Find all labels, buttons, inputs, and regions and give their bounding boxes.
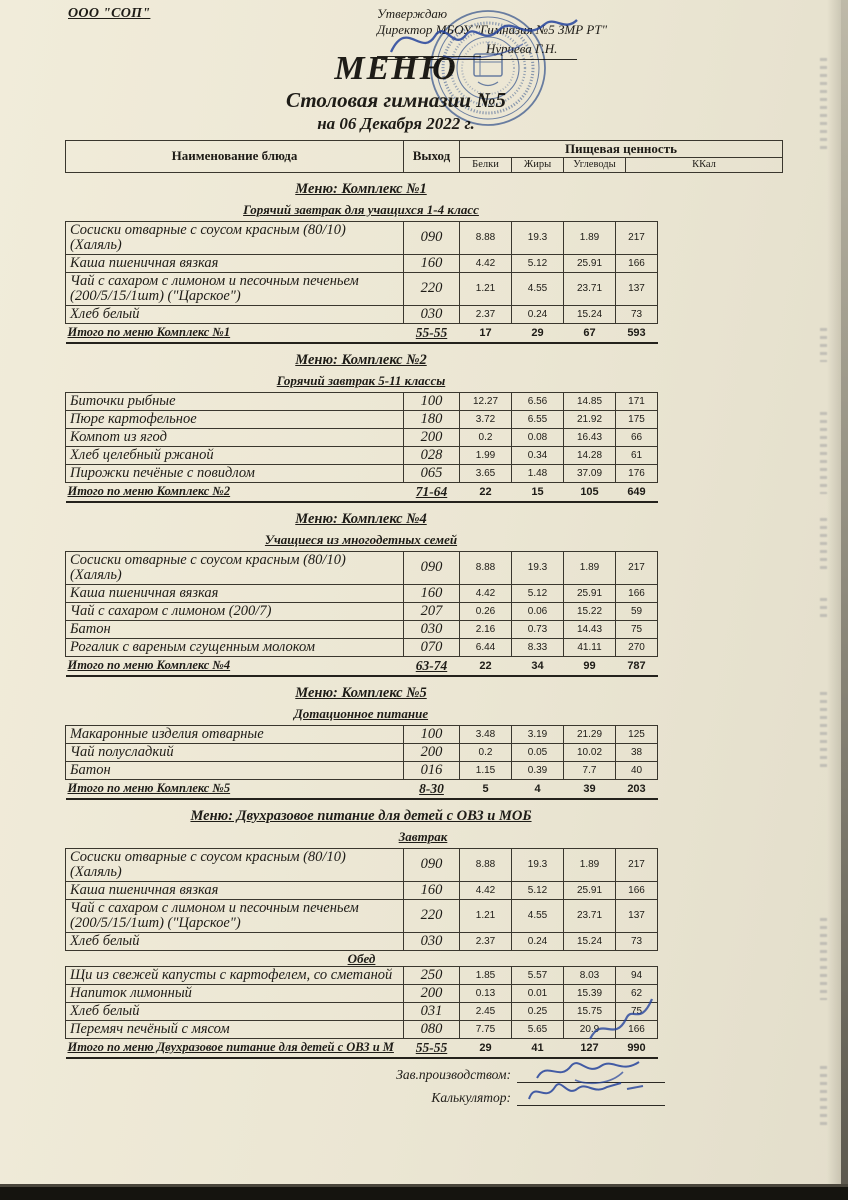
dish-protein: 3.48 xyxy=(460,725,512,743)
total-row xyxy=(66,323,658,343)
dish-name: Хлеб белый xyxy=(66,305,404,323)
dish-row xyxy=(66,899,658,932)
dishes-table xyxy=(65,221,658,344)
dishes-table xyxy=(65,848,658,1059)
dish-name: Биточки рыбные xyxy=(66,392,404,410)
menu-section-ovz xyxy=(65,808,657,1059)
dish-out-weight: 160 xyxy=(404,881,460,899)
director-line: Директор МБОУ "Гимназия №5 ЗМР РТ" xyxy=(377,22,608,38)
dish-kcal: 217 xyxy=(616,221,658,254)
dish-carbs: 21.92 xyxy=(564,410,616,428)
dish-carbs: 25.91 xyxy=(564,584,616,602)
total-out-weight: 71-64 xyxy=(404,482,460,502)
dish-row xyxy=(66,761,658,779)
total-label: Итого по меню Комплекс №5 xyxy=(66,779,404,799)
dish-fat: 4.55 xyxy=(512,899,564,932)
dish-protein: 4.42 xyxy=(460,254,512,272)
col-header-nutrition: Пищевая ценность xyxy=(460,140,783,157)
dish-fat: 1.48 xyxy=(512,464,564,482)
dish-carbs: 14.28 xyxy=(564,446,616,464)
total-protein: 22 xyxy=(460,656,512,676)
dish-row xyxy=(66,410,658,428)
dish-out-weight: 200 xyxy=(404,984,460,1002)
dish-name: Напиток лимонный xyxy=(66,984,404,1002)
dish-name: Хлеб белый xyxy=(66,1002,404,1020)
dish-carbs: 25.91 xyxy=(564,881,616,899)
menu-section-complex-2 xyxy=(65,352,657,503)
document-title: МЕНЮ xyxy=(334,50,458,87)
total-label: Итого по меню Комплекс №1 xyxy=(66,323,404,343)
col-header-out: Выход xyxy=(404,140,460,172)
scan-edge-bottom xyxy=(0,1184,848,1200)
dish-protein: 8.88 xyxy=(460,221,512,254)
dish-kcal: 217 xyxy=(616,551,658,584)
col-header-protein: Белки xyxy=(460,157,512,172)
scan-ghost-marks xyxy=(820,1066,827,1128)
total-kcal: 787 xyxy=(616,656,658,676)
dish-kcal: 73 xyxy=(616,305,658,323)
total-kcal: 649 xyxy=(616,482,658,502)
dish-name: Хлеб белый xyxy=(66,932,404,950)
dish-out-weight: 031 xyxy=(404,1002,460,1020)
dish-row xyxy=(66,966,658,984)
dish-kcal: 270 xyxy=(616,638,658,656)
dish-fat: 5.12 xyxy=(512,584,564,602)
lunch-heading: Обед xyxy=(66,950,658,966)
dish-out-weight: 090 xyxy=(404,551,460,584)
dish-protein: 8.88 xyxy=(460,848,512,881)
dish-out-weight: 070 xyxy=(404,638,460,656)
total-fat: 4 xyxy=(512,779,564,799)
columns-header-table xyxy=(65,140,783,173)
dish-carbs: 14.43 xyxy=(564,620,616,638)
dish-protein: 1.21 xyxy=(460,899,512,932)
dish-fat: 0.05 xyxy=(512,743,564,761)
total-row xyxy=(66,656,658,676)
title-block xyxy=(37,52,755,134)
dish-protein: 1.99 xyxy=(460,446,512,464)
dish-protein: 0.13 xyxy=(460,984,512,1002)
dish-fat: 3.19 xyxy=(512,725,564,743)
dish-kcal: 61 xyxy=(616,446,658,464)
dish-protein: 6.44 xyxy=(460,638,512,656)
dishes-table xyxy=(65,725,658,800)
dish-row xyxy=(66,1020,658,1038)
dish-out-weight: 220 xyxy=(404,899,460,932)
dish-fat: 19.3 xyxy=(512,221,564,254)
dish-carbs: 23.71 xyxy=(564,899,616,932)
dish-carbs: 41.11 xyxy=(564,638,616,656)
dish-out-weight: 200 xyxy=(404,428,460,446)
dish-row xyxy=(66,221,658,254)
dish-row xyxy=(66,743,658,761)
dish-kcal: 75 xyxy=(616,620,658,638)
dish-protein: 1.21 xyxy=(460,272,512,305)
dish-out-weight: 160 xyxy=(404,254,460,272)
dish-carbs: 16.43 xyxy=(564,428,616,446)
dish-carbs: 15.75 xyxy=(564,1002,616,1020)
dish-fat: 0.24 xyxy=(512,305,564,323)
dish-name: Чай полусладкий xyxy=(66,743,404,761)
calculator-label: Калькулятор: xyxy=(431,1089,511,1105)
dish-kcal: 166 xyxy=(616,881,658,899)
dish-row xyxy=(66,392,658,410)
total-out-weight: 8-30 xyxy=(404,779,460,799)
footer-signatures xyxy=(65,1067,665,1106)
section-title: Меню: Двухразовое питание для детей с ОВЗ и МОБ xyxy=(190,807,532,824)
total-fat: 41 xyxy=(512,1038,564,1058)
dish-protein: 3.72 xyxy=(460,410,512,428)
scan-ghost-marks xyxy=(820,58,827,150)
dish-carbs: 8.03 xyxy=(564,966,616,984)
scan-ghost-marks xyxy=(820,692,827,770)
dish-name: Каша пшеничная вязкая xyxy=(66,584,404,602)
manager-label: Зав.производством: xyxy=(396,1066,511,1082)
dish-row xyxy=(66,881,658,899)
section-title: Меню: Комплекс №5 xyxy=(295,684,427,701)
total-carbs: 105 xyxy=(564,482,616,502)
organization-name: ООО "СОП" xyxy=(68,6,151,21)
dish-kcal: 166 xyxy=(616,584,658,602)
total-protein: 29 xyxy=(460,1038,512,1058)
dish-out-weight: 080 xyxy=(404,1020,460,1038)
top-header xyxy=(65,6,783,56)
calculator-signature-icon xyxy=(517,1077,665,1111)
total-label: Итого по меню Двухразовое питание для детей с ОВЗ и М xyxy=(66,1038,404,1058)
dish-carbs: 15.39 xyxy=(564,984,616,1002)
total-kcal: 990 xyxy=(616,1038,658,1058)
dish-protein: 3.65 xyxy=(460,464,512,482)
dish-row xyxy=(66,272,658,305)
dish-name: Сосиски отварные с соусом красным (80/10) (Халяль) xyxy=(66,848,404,881)
dish-protein: 2.37 xyxy=(460,305,512,323)
dish-name: Чай с сахаром с лимоном и песочным печеньем (200/5/15/1шт) ("Царское") xyxy=(66,272,404,305)
dish-protein: 7.75 xyxy=(460,1020,512,1038)
dish-name: Перемяч печёный с мясом xyxy=(66,1020,404,1038)
dish-fat: 6.55 xyxy=(512,410,564,428)
dish-carbs: 7.7 xyxy=(564,761,616,779)
dish-kcal: 166 xyxy=(616,1020,658,1038)
dish-row xyxy=(66,620,658,638)
dish-row xyxy=(66,1002,658,1020)
dish-carbs: 1.89 xyxy=(564,221,616,254)
dish-carbs: 20.9 xyxy=(564,1020,616,1038)
dish-protein: 4.42 xyxy=(460,584,512,602)
dish-fat: 0.08 xyxy=(512,428,564,446)
dish-carbs: 21.29 xyxy=(564,725,616,743)
dish-out-weight: 028 xyxy=(404,446,460,464)
dish-carbs: 15.24 xyxy=(564,932,616,950)
col-header-kcal: ККал xyxy=(626,157,783,172)
calculator-signature-line xyxy=(517,1090,665,1106)
dish-out-weight: 065 xyxy=(404,464,460,482)
dish-row xyxy=(66,254,658,272)
dish-out-weight: 030 xyxy=(404,620,460,638)
total-row xyxy=(66,482,658,502)
dish-protein: 4.42 xyxy=(460,881,512,899)
dish-kcal: 40 xyxy=(616,761,658,779)
total-carbs: 127 xyxy=(564,1038,616,1058)
dish-out-weight: 180 xyxy=(404,410,460,428)
scan-ghost-marks xyxy=(820,518,827,570)
total-fat: 29 xyxy=(512,323,564,343)
dish-fat: 6.56 xyxy=(512,392,564,410)
dish-protein: 12.27 xyxy=(460,392,512,410)
menu-section-complex-5 xyxy=(65,685,657,800)
dish-name: Сосиски отварные с соусом красным (80/10) (Халяль) xyxy=(66,221,404,254)
dish-out-weight: 030 xyxy=(404,305,460,323)
dish-out-weight: 207 xyxy=(404,602,460,620)
dish-name: Сосиски отварные с соусом красным (80/10) (Халяль) xyxy=(66,551,404,584)
section-title: Меню: Комплекс №1 xyxy=(295,180,427,197)
dish-out-weight: 160 xyxy=(404,584,460,602)
dish-carbs: 25.91 xyxy=(564,254,616,272)
dish-kcal: 66 xyxy=(616,428,658,446)
dish-row xyxy=(66,725,658,743)
dish-row xyxy=(66,932,658,950)
total-carbs: 99 xyxy=(564,656,616,676)
dish-name: Рогалик с вареным сгущенным молоком xyxy=(66,638,404,656)
dish-kcal: 75 xyxy=(616,1002,658,1020)
dish-carbs: 15.24 xyxy=(564,305,616,323)
dish-fat: 0.06 xyxy=(512,602,564,620)
dishes-table xyxy=(65,392,658,503)
total-kcal: 203 xyxy=(616,779,658,799)
dish-kcal: 137 xyxy=(616,272,658,305)
total-carbs: 67 xyxy=(564,323,616,343)
dish-fat: 19.3 xyxy=(512,551,564,584)
lunch-heading-row xyxy=(66,950,658,966)
dish-carbs: 1.89 xyxy=(564,551,616,584)
dish-kcal: 175 xyxy=(616,410,658,428)
dish-name: Пюре картофельное xyxy=(66,410,404,428)
dish-kcal: 38 xyxy=(616,743,658,761)
dish-protein: 2.16 xyxy=(460,620,512,638)
col-header-carbs: Углеводы xyxy=(564,157,626,172)
dish-row xyxy=(66,638,658,656)
section-subtitle: Учащиеся из многодетных семей xyxy=(264,531,458,547)
dish-out-weight: 100 xyxy=(404,392,460,410)
col-header-name: Наименование блюда xyxy=(66,140,404,172)
dish-kcal: 217 xyxy=(616,848,658,881)
dish-row xyxy=(66,428,658,446)
dish-name: Макаронные изделия отварные xyxy=(66,725,404,743)
breakfast-heading: Завтрак xyxy=(398,828,448,844)
dish-row xyxy=(66,584,658,602)
dish-name: Компот из ягод xyxy=(66,428,404,446)
dish-fat: 5.12 xyxy=(512,254,564,272)
dish-name: Чай с сахаром с лимоном и песочным печеньем (200/5/15/1шт) ("Царское") xyxy=(66,899,404,932)
dish-protein: 2.37 xyxy=(460,932,512,950)
total-row xyxy=(66,779,658,799)
dish-fat: 5.65 xyxy=(512,1020,564,1038)
calculator-sign-line xyxy=(65,1090,665,1106)
dish-name: Щи из свежей капусты с картофелем, со сметаной xyxy=(66,966,404,984)
section-title: Меню: Комплекс №2 xyxy=(295,351,427,368)
scan-ghost-marks xyxy=(820,412,827,494)
section-subtitle: Дотационное питание xyxy=(293,705,429,721)
total-carbs: 39 xyxy=(564,779,616,799)
dish-name: Батон xyxy=(66,761,404,779)
scan-edge-shade xyxy=(827,0,841,1200)
dish-name: Хлеб целебный ржаной xyxy=(66,446,404,464)
dish-kcal: 62 xyxy=(616,984,658,1002)
total-kcal: 593 xyxy=(616,323,658,343)
dish-name: Каша пшеничная вязкая xyxy=(66,254,404,272)
dish-name: Пирожки печёные с повидлом xyxy=(66,464,404,482)
dish-name: Батон xyxy=(66,620,404,638)
total-protein: 5 xyxy=(460,779,512,799)
dish-carbs: 37.09 xyxy=(564,464,616,482)
total-out-weight: 63-74 xyxy=(404,656,460,676)
dish-kcal: 171 xyxy=(616,392,658,410)
dish-row xyxy=(66,305,658,323)
total-label: Итого по меню Комплекс №2 xyxy=(66,482,404,502)
dish-protein: 0.26 xyxy=(460,602,512,620)
total-out-weight: 55-55 xyxy=(404,1038,460,1058)
dish-carbs: 1.89 xyxy=(564,848,616,881)
dish-fat: 8.33 xyxy=(512,638,564,656)
dish-row xyxy=(66,464,658,482)
section-subtitle: Горячий завтрак для учащихся 1-4 класс xyxy=(243,201,479,217)
dish-fat: 4.55 xyxy=(512,272,564,305)
total-protein: 17 xyxy=(460,323,512,343)
dish-row xyxy=(66,984,658,1002)
dish-kcal: 166 xyxy=(616,254,658,272)
dish-fat: 0.73 xyxy=(512,620,564,638)
dish-carbs: 10.02 xyxy=(564,743,616,761)
section-subtitle: Горячий завтрак 5-11 классы xyxy=(276,372,446,388)
menu-date: на 06 Декабря 2022 г. xyxy=(317,114,475,134)
dish-row xyxy=(66,551,658,584)
dish-row xyxy=(66,848,658,881)
menu-section-complex-1 xyxy=(65,181,657,344)
scan-edge-right xyxy=(841,0,848,1200)
dish-out-weight: 090 xyxy=(404,848,460,881)
dish-name: Каша пшеничная вязкая xyxy=(66,881,404,899)
dish-out-weight: 100 xyxy=(404,725,460,743)
dish-fat: 0.25 xyxy=(512,1002,564,1020)
dish-fat: 0.24 xyxy=(512,932,564,950)
dish-out-weight: 200 xyxy=(404,743,460,761)
dish-row xyxy=(66,446,658,464)
dish-out-weight: 090 xyxy=(404,221,460,254)
approve-word: Утверждаю xyxy=(377,6,448,21)
dish-protein: 0.2 xyxy=(460,743,512,761)
dish-fat: 0.34 xyxy=(512,446,564,464)
total-label: Итого по меню Комплекс №4 xyxy=(66,656,404,676)
scan-ghost-marks xyxy=(820,598,827,622)
dish-protein: 1.85 xyxy=(460,966,512,984)
dish-kcal: 59 xyxy=(616,602,658,620)
dish-protein: 1.15 xyxy=(460,761,512,779)
dish-fat: 0.01 xyxy=(512,984,564,1002)
dish-name: Чай с сахаром с лимоном (200/7) xyxy=(66,602,404,620)
dish-kcal: 137 xyxy=(616,899,658,932)
dish-protein: 2.45 xyxy=(460,1002,512,1020)
dish-kcal: 94 xyxy=(616,966,658,984)
dish-carbs: 14.85 xyxy=(564,392,616,410)
dish-protein: 8.88 xyxy=(460,551,512,584)
dishes-table xyxy=(65,551,658,677)
dish-fat: 5.57 xyxy=(512,966,564,984)
scan-ghost-marks xyxy=(820,918,827,1000)
total-fat: 15 xyxy=(512,482,564,502)
director-name: Нуриева Г.Н. xyxy=(486,40,558,56)
dish-kcal: 73 xyxy=(616,932,658,950)
dish-out-weight: 016 xyxy=(404,761,460,779)
dish-row xyxy=(66,602,658,620)
col-header-fat: Жиры xyxy=(512,157,564,172)
dish-out-weight: 250 xyxy=(404,966,460,984)
dish-out-weight: 220 xyxy=(404,272,460,305)
dish-carbs: 15.22 xyxy=(564,602,616,620)
dish-kcal: 176 xyxy=(616,464,658,482)
scan-ghost-marks xyxy=(820,328,827,362)
total-fat: 34 xyxy=(512,656,564,676)
dish-fat: 19.3 xyxy=(512,848,564,881)
dish-fat: 5.12 xyxy=(512,881,564,899)
total-out-weight: 55-55 xyxy=(404,323,460,343)
dish-fat: 0.39 xyxy=(512,761,564,779)
section-title: Меню: Комплекс №4 xyxy=(295,510,427,527)
menu-section-complex-4 xyxy=(65,511,657,677)
canteen-name: Столовая гимназии №5 xyxy=(286,88,506,112)
total-protein: 22 xyxy=(460,482,512,502)
dish-kcal: 125 xyxy=(616,725,658,743)
dish-out-weight: 030 xyxy=(404,932,460,950)
dish-carbs: 23.71 xyxy=(564,272,616,305)
dish-protein: 0.2 xyxy=(460,428,512,446)
